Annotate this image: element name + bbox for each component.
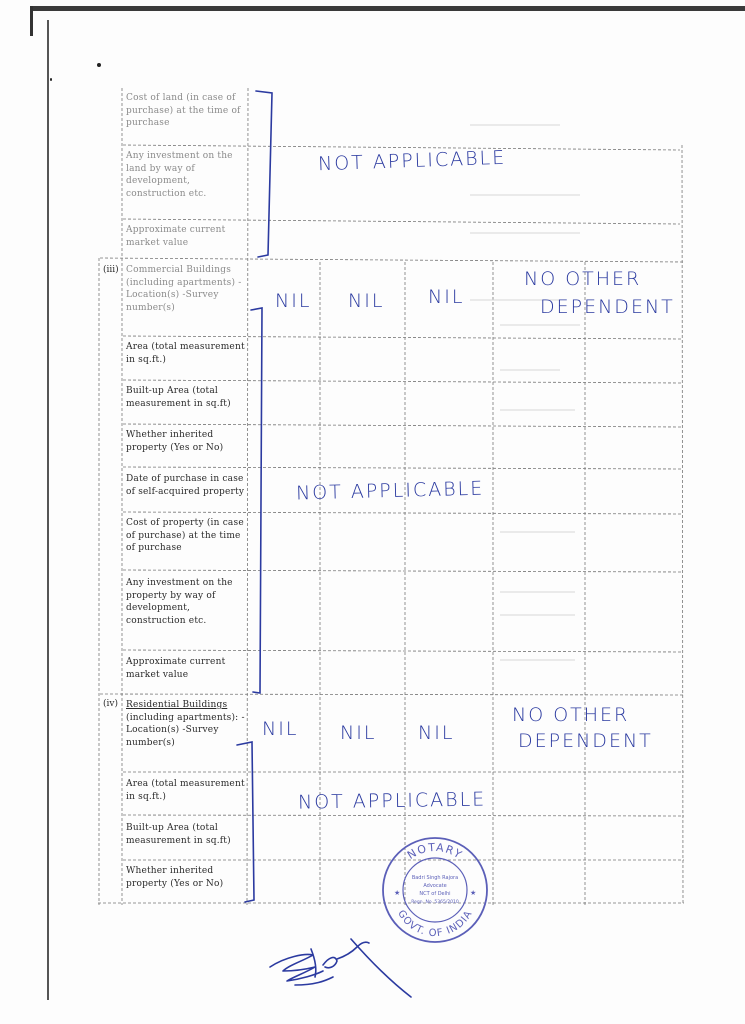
handwritten-not-applicable-land: NOT APPLICABLE bbox=[317, 146, 507, 176]
stamp-jurisdiction: NCT of Delhi bbox=[419, 891, 451, 897]
stamp-title: Advocate bbox=[423, 883, 447, 889]
handwritten-nil: NIL bbox=[418, 722, 455, 744]
row-label-com-market: Approximate current market value bbox=[126, 657, 226, 680]
row-label-com-inherited: Whether inherited property (Yes or No) bbox=[126, 430, 224, 453]
row-label-land-market: Approximate current market value bbox=[126, 225, 226, 248]
handwritten-dependent: DEPENDENT bbox=[540, 296, 675, 318]
stamp-star-icon: ★ bbox=[470, 889, 477, 897]
row-number-iv: (iv) bbox=[103, 699, 118, 709]
row-label-land-investment: Any investment on the land by way of development, construction etc. bbox=[126, 151, 233, 199]
handwritten-not-applicable-residential: NOT APPLICABLE bbox=[297, 788, 487, 814]
row-label-com-investment: Any investment on the property by way of development, construction etc. bbox=[126, 578, 233, 626]
row-label-commercial: Commercial Buildings (including apartments) -Location(s) -Survey number(s) bbox=[126, 265, 242, 313]
signature bbox=[265, 925, 425, 1005]
row-label-residential bbox=[126, 699, 246, 749]
row-label-com-area: Area (total measurement in sq.ft.) bbox=[126, 342, 245, 365]
row-label-com-cost: Cost of property (in case of purchase) at the time of purchase bbox=[126, 518, 244, 553]
handwritten-nil: NIL bbox=[275, 290, 312, 312]
residential-detail: (including apartments): -Location(s) -Survey number(s) bbox=[126, 712, 245, 748]
svg-text:NOTARY bbox=[405, 841, 465, 862]
handwritten-nil: NIL bbox=[348, 290, 385, 312]
handwritten-nil: NIL bbox=[340, 722, 377, 744]
row-label-res-area: Area (total measurement in sq.ft.) bbox=[126, 779, 245, 802]
handwritten-no-other: NO OTHER bbox=[524, 268, 642, 290]
handwritten-nil: NIL bbox=[428, 286, 465, 308]
handwritten-nil: NIL bbox=[262, 718, 299, 740]
stamp-notary-text: NOTARY bbox=[405, 840, 466, 863]
stamp-registration: Regn. No. 5365/2010 bbox=[411, 900, 459, 905]
handwritten-no-other: NO OTHER bbox=[512, 704, 630, 726]
handwritten-dependent: DEPENDENT bbox=[518, 730, 653, 752]
stamp-name: Badri Singh Rajora bbox=[411, 875, 459, 881]
row-label-com-date: Date of purchase in case of self-acquired property bbox=[126, 474, 245, 497]
row-label-res-inherited: Whether inherited property (Yes or No) bbox=[126, 866, 224, 889]
row-label-com-builtup: Built-up Area (total measurement in sq.ft) bbox=[126, 386, 231, 409]
stamp-govt-text: GOVT. OF INDIA bbox=[395, 908, 475, 940]
handwritten-not-applicable-commercial: NOT APPLICABLE bbox=[295, 477, 485, 505]
residential-heading: Residential Buildings bbox=[126, 700, 228, 710]
row-number-iii: (iii) bbox=[103, 265, 119, 275]
stamp-star-icon: ★ bbox=[394, 889, 401, 897]
row-label-res-builtup: Built-up Area (total measurement in sq.ft) bbox=[126, 823, 231, 846]
row-label-land-cost: Cost of land (in case of purchase) at the time of purchase bbox=[126, 93, 241, 128]
